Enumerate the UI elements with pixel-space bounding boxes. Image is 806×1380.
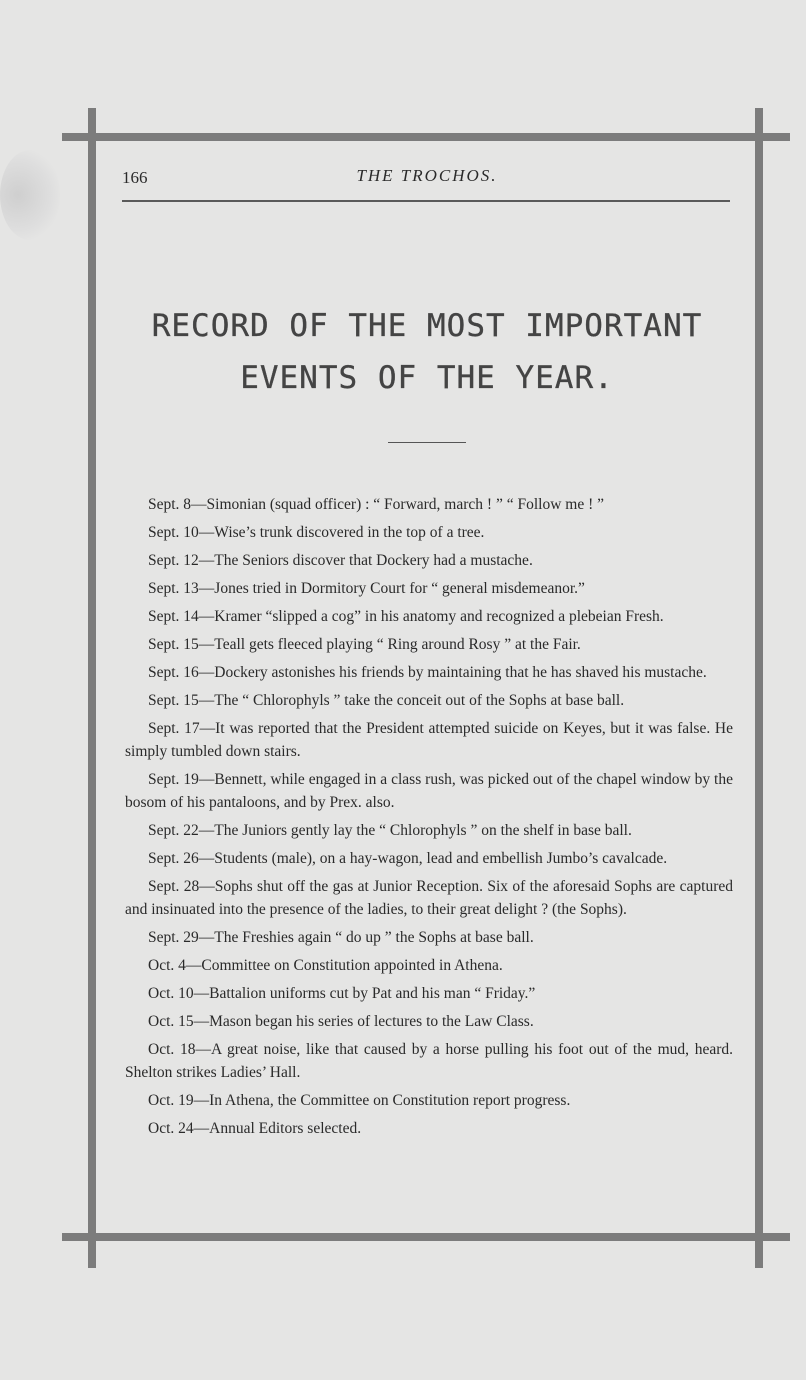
page-title-line-2: EVENTS OF THE YEAR. (240, 360, 614, 396)
event-entry: Sept. 28—Sophs shut off the gas at Junior Reception. Six of the aforesaid Sophs are captured and insinuated into the presence of the ladies, to their great delight ? (the Sophs). (125, 878, 733, 918)
event-entry: Sept. 14—Kramer “slipped a cog” in his anatomy and recognized a plebeian Fresh. (148, 608, 664, 625)
page-header (122, 164, 732, 190)
event-entry: Sept. 26—Students (male), on a hay-wagon, lead and embellish Jumbo’s cavalcade. (148, 850, 668, 867)
page-title-line-1: RECORD OF THE MOST IMPORTANT (151, 308, 703, 344)
event-entry: Sept. 13—Jones tried in Dormitory Court for “ general misdemeanor.” (148, 580, 585, 597)
border-rule-bottom (62, 1233, 790, 1241)
event-entry: Oct. 10—Battalion uniforms cut by Pat and his man “ Friday.” (148, 985, 536, 1002)
event-entry: Sept. 10—Wise’s trunk discovered in the top of a tree. (148, 524, 485, 541)
section-divider (388, 442, 466, 443)
event-entry: Oct. 4—Committee on Constitution appointed in Athena. (148, 957, 503, 974)
event-entry: Sept. 15—The “ Chlorophyls ” take the conceit out of the Sophs at base ball. (148, 692, 625, 709)
event-entry: Oct. 18—A great noise, like that caused by a horse pulling his foot out of the mud, heard. Shelton strikes Ladies’ Hall. (125, 1041, 733, 1081)
event-entry: Sept. 15—Teall gets fleeced playing “ Ring around Rosy ” at the Fair. (148, 636, 581, 653)
page-title (110, 300, 744, 404)
event-entry: Sept. 17—It was reported that the President attempted suicide on Keyes, but it was false. He simply tumbled down stairs. (125, 720, 733, 760)
border-rule-top (62, 133, 790, 141)
event-entry: Sept. 29—The Freshies again “ do up ” the Sophs at base ball. (148, 929, 534, 946)
page-smudge (0, 150, 60, 240)
border-rule-left (88, 108, 96, 1268)
event-entry: Sept. 8—Simonian (squad officer) : “ Forward, march ! ” “ Follow me ! ” (148, 496, 604, 513)
event-entry: Sept. 12—The Seniors discover that Dockery had a mustache. (148, 552, 533, 569)
event-entry: Sept. 19—Bennett, while engaged in a class rush, was picked out of the chapel window by the bosom of his pantaloons, and by Prex. also. (125, 771, 733, 811)
event-entry: Sept. 22—The Juniors gently lay the “ Chlorophyls ” on the shelf in base ball. (148, 822, 632, 839)
event-entry: Oct. 15—Mason began his series of lectures to the Law Class. (148, 1013, 534, 1030)
running-title: THE TROCHOS. (356, 166, 498, 185)
event-entry: Oct. 24—Annual Editors selected. (148, 1120, 362, 1137)
event-list (125, 493, 733, 1145)
event-entry: Sept. 16—Dockery astonishes his friends by maintaining that he has shaved his mustache. (148, 664, 707, 681)
page-number: 166 (122, 168, 148, 187)
border-rule-right (755, 108, 763, 1268)
header-rule (122, 200, 730, 202)
event-entry: Oct. 19—In Athena, the Committee on Constitution report progress. (148, 1092, 571, 1109)
